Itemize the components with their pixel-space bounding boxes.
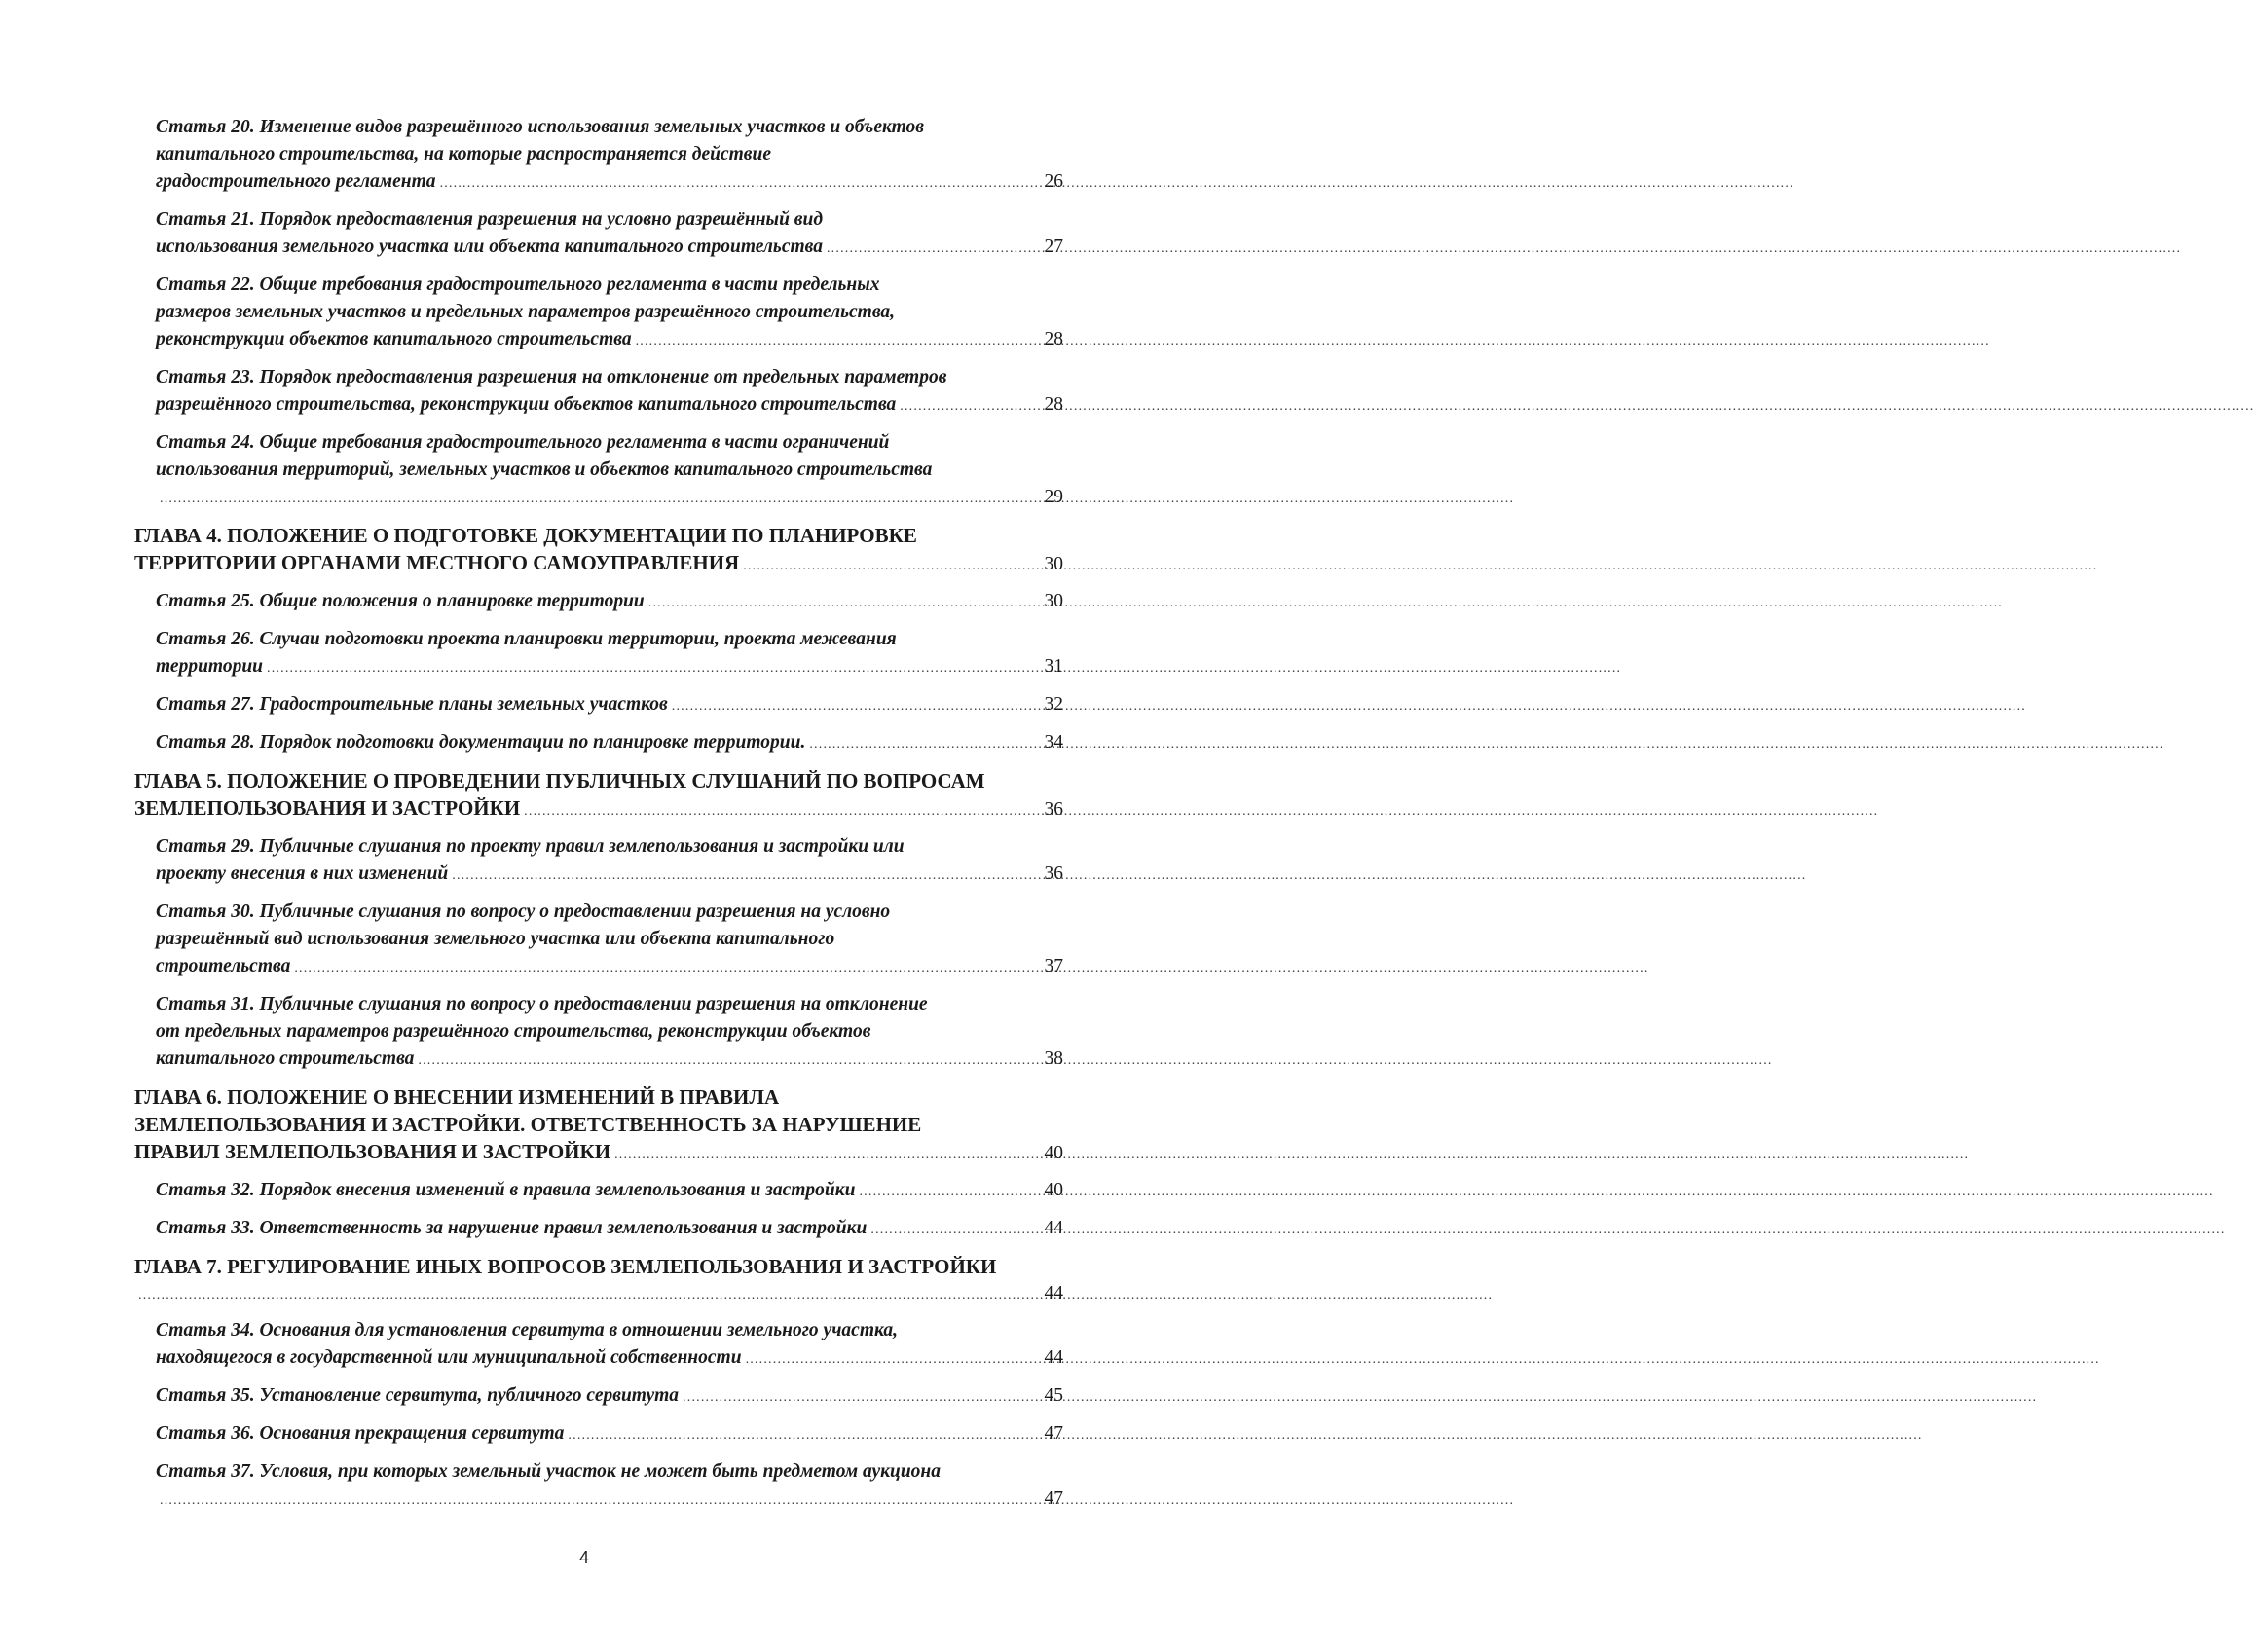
toc-entry-lines [156, 899, 1063, 953]
dot-leader [859, 1179, 1034, 1206]
toc-entry-lines [156, 626, 1063, 653]
toc-entry-title: Статья 28. Порядок подготовки документации по планировке территории. [156, 732, 806, 753]
toc-article-entry[interactable] [134, 272, 1063, 355]
dot-leader [809, 731, 1034, 758]
toc-page-number: 40 [1044, 1143, 1063, 1163]
toc-chapter-entry[interactable] [134, 1253, 1063, 1309]
toc-article-entry[interactable] [134, 429, 1063, 513]
toc-page-number: 27 [1044, 237, 1063, 257]
toc-leader-row [156, 691, 1063, 720]
toc-page-number: 32 [1044, 694, 1063, 715]
toc-page-number: 28 [1044, 329, 1063, 349]
toc-leader-row [156, 326, 1063, 355]
dot-leader [743, 553, 1034, 580]
toc-entry-title: ТЕРРИТОРИИ ОРГАНАМИ МЕСТНОГО САМОУПРАВЛЕНИЯ [134, 551, 740, 574]
toc-leader-row [156, 1420, 1063, 1450]
toc-page-number: 31 [1044, 656, 1063, 677]
toc-leader-row [134, 1280, 1063, 1309]
toc-entry-title: ПРАВИЛ ЗЕМЛЕПОЛЬЗОВАНИЯ И ЗАСТРОЙКИ [134, 1140, 611, 1163]
toc-entry-line: разрешённый вид использования земельного участка или объекта капитального [156, 929, 835, 949]
toc-entry-title: Статья 25. Общие положения о планировке территории [156, 591, 645, 611]
toc-page-number: 44 [1044, 1218, 1063, 1238]
toc-entry-title: территории [156, 656, 264, 677]
toc-page-number: 36 [1044, 799, 1063, 820]
dot-leader [746, 1346, 1034, 1374]
toc-entry-line: капитального строительства, на которые распространяется действие [156, 144, 771, 165]
dot-leader [648, 590, 1034, 617]
toc-entry-lines [156, 364, 1063, 391]
toc-entry-title: Статья 35. Установление сервитута, публичного сервитута [156, 1385, 680, 1406]
toc-entry-line: ГЛАВА 4. ПОЛОЖЕНИЕ О ПОДГОТОВКЕ ДОКУМЕНТАЦИИ ПО ПЛАНИРОВКЕ [134, 524, 917, 547]
toc-entry-line: Статья 26. Случаи подготовки проекта планировки территории, проекта межевания [156, 629, 897, 649]
toc-leader-row [156, 484, 1063, 513]
toc-leader-row [156, 1177, 1063, 1206]
dot-leader [900, 393, 1034, 421]
toc-page-number: 44 [1044, 1283, 1063, 1303]
toc-chapter-entry[interactable] [134, 767, 1063, 826]
toc-leader-row [156, 1215, 1063, 1244]
dot-leader [827, 236, 1034, 263]
toc-entry-title: строительства [156, 956, 291, 976]
toc-entry-line: Статья 21. Порядок предоставления разрешения на условно разрешённый вид [156, 209, 824, 230]
toc-leader-row [134, 549, 1063, 580]
toc-leader-row [156, 1344, 1063, 1374]
toc-entry-line: Статья 22. Общие требования градостроительного регламента в части предельных [156, 275, 880, 295]
toc-entry-lines [156, 114, 1063, 168]
dot-leader [160, 1487, 1034, 1515]
dot-leader [294, 955, 1034, 982]
toc-page-number: 34 [1044, 732, 1063, 753]
dot-leader [672, 693, 1034, 720]
toc-page-number: 47 [1044, 1488, 1063, 1509]
toc-entry-title: Статья 33. Ответственность за нарушение правил землепользования и застройки [156, 1218, 868, 1238]
dot-leader [452, 863, 1034, 890]
toc-leader-row [156, 391, 1063, 421]
toc-entry-lines [134, 767, 1063, 794]
toc-entry-lines [156, 272, 1063, 326]
toc-entry-line: ГЛАВА 5. ПОЛОЖЕНИЕ О ПРОВЕДЕНИИ ПУБЛИЧНЫХ СЛУШАНИЙ ПО ВОПРОСАМ [134, 769, 985, 792]
toc-entry-line: Статья 31. Публичные слушания по вопросу о предоставлении разрешения на отклонение [156, 994, 928, 1014]
toc-entry-line: ГЛАВА 6. ПОЛОЖЕНИЕ О ВНЕСЕНИИ ИЗМЕНЕНИЙ В ПРАВИЛА [134, 1085, 780, 1109]
toc-page-number: 44 [1044, 1347, 1063, 1368]
toc-entry-title: разрешённого строительства, реконструкции объектов капитального строительства [156, 394, 897, 415]
toc-page-number: 45 [1044, 1385, 1063, 1406]
toc-entry-lines [156, 429, 1063, 484]
toc-article-entry[interactable] [134, 1382, 1063, 1412]
toc-entry-line: Статья 29. Публичные слушания по проекту правил землепользования и застройки или [156, 836, 905, 857]
toc-chapter-entry[interactable] [134, 522, 1063, 580]
toc-entry-title: Статья 32. Порядок внесения изменений в правила землепользования и застройки [156, 1180, 856, 1200]
dot-leader [636, 328, 1034, 355]
toc-leader-row [156, 588, 1063, 617]
toc-article-entry[interactable] [134, 206, 1063, 263]
toc-leader-row [156, 1486, 1063, 1515]
toc-chapter-entry[interactable] [134, 1083, 1063, 1169]
toc-entry-lines [156, 1458, 1063, 1486]
toc-leader-row [134, 794, 1063, 826]
toc-article-entry[interactable] [134, 588, 1063, 617]
toc-article-entry[interactable] [134, 1420, 1063, 1450]
toc-entry-title: капитального строительства [156, 1048, 415, 1069]
page-number: 4 [578, 1548, 589, 1567]
toc-entry-title: находящегося в государственной или муниципальной собственности [156, 1347, 742, 1368]
dot-leader [160, 486, 1034, 513]
toc-entry-line: ГЛАВА 7. РЕГУЛИРОВАНИЕ ИНЫХ ВОПРОСОВ ЗЕМЛЕПОЛЬЗОВАНИЯ И ЗАСТРОЙКИ [134, 1255, 997, 1278]
toc-article-entry[interactable] [134, 899, 1063, 982]
toc-entry-line: Статья 20. Изменение видов разрешённого использования земельных участков и объектов [156, 117, 924, 137]
toc-entry-lines [134, 1083, 1063, 1138]
toc-page-number: 38 [1044, 1048, 1063, 1069]
dot-leader [524, 798, 1034, 826]
toc-entry-title: ЗЕМЛЕПОЛЬЗОВАНИЯ И ЗАСТРОЙКИ [134, 796, 521, 820]
toc-entry-line: Статья 34. Основания для установления сервитута в отношении земельного участка, [156, 1320, 899, 1340]
toc-entry-lines [156, 206, 1063, 234]
toc-page-number: 30 [1044, 554, 1063, 574]
toc-article-entry[interactable] [134, 1177, 1063, 1206]
dot-leader [418, 1047, 1034, 1075]
dot-leader [440, 170, 1034, 198]
toc-entry-line: размеров земельных участков и предельных параметров разрешённого строительства, [156, 302, 896, 322]
toc-entry-line: ЗЕМЛЕПОЛЬЗОВАНИЯ И ЗАСТРОЙКИ. ОТВЕТСТВЕННОСТЬ ЗА НАРУШЕНИЕ [134, 1113, 922, 1136]
dot-leader [614, 1142, 1034, 1169]
toc-article-entry[interactable] [134, 1458, 1063, 1515]
toc-leader-row [156, 861, 1063, 890]
toc-article-entry[interactable] [134, 364, 1063, 421]
toc-leader-row [156, 1382, 1063, 1412]
toc-article-entry[interactable] [134, 991, 1063, 1075]
dot-leader [683, 1384, 1034, 1412]
toc-article-entry[interactable] [134, 729, 1063, 758]
toc-entry-title: Статья 36. Основания прекращения сервитута [156, 1423, 565, 1444]
toc-leader-row [156, 234, 1063, 263]
toc-entry-title: проекту внесения в них изменений [156, 863, 449, 884]
toc-article-entry[interactable] [134, 691, 1063, 720]
toc-entry-line: Статья 24. Общие требования градостроительного регламента в части ограничений [156, 432, 890, 453]
toc-leader-row [156, 729, 1063, 758]
toc-page-number: 37 [1044, 956, 1063, 976]
toc-leader-row [156, 168, 1063, 198]
table-of-contents [134, 114, 1063, 1524]
dot-leader [568, 1422, 1034, 1450]
toc-entry-line: Статья 30. Публичные слушания по вопросу о предоставлении разрешения на условно [156, 901, 891, 922]
toc-entry-lines [134, 522, 1063, 549]
toc-page-number: 40 [1044, 1180, 1063, 1200]
toc-entry-lines [156, 833, 1063, 861]
toc-entry-title: градостроительного регламента [156, 171, 436, 192]
dot-leader [870, 1217, 1034, 1244]
toc-entry-line: Статья 37. Условия, при которых земельный участок не может быть предметом аукциона [156, 1461, 941, 1482]
toc-page-number: 26 [1044, 171, 1063, 192]
toc-entry-title: реконструкции объектов капитального строительства [156, 329, 632, 349]
toc-article-entry[interactable] [134, 114, 1063, 198]
toc-page-number: 47 [1044, 1423, 1063, 1444]
toc-leader-row [156, 1046, 1063, 1075]
toc-entry-line: Статья 23. Порядок предоставления разрешения на отклонение от предельных параметров [156, 367, 947, 387]
toc-article-entry[interactable] [134, 1215, 1063, 1244]
toc-entry-title: использования земельного участка или объекта капитального строительства [156, 237, 823, 257]
toc-entry-line: от предельных параметров разрешённого строительства, реконструкции объектов [156, 1021, 871, 1042]
toc-page-number: 28 [1044, 394, 1063, 415]
toc-article-entry[interactable] [134, 626, 1063, 682]
toc-entry-lines [156, 1317, 1063, 1344]
toc-article-entry[interactable] [134, 833, 1063, 890]
toc-leader-row [156, 653, 1063, 682]
toc-page-number: 29 [1044, 487, 1063, 507]
toc-entry-lines [156, 991, 1063, 1046]
toc-entry-line: использования территорий, земельных участков и объектов капитального строительства [156, 459, 933, 480]
toc-page-number: 30 [1044, 591, 1063, 611]
toc-article-entry[interactable] [134, 1317, 1063, 1374]
toc-page-number: 36 [1044, 863, 1063, 884]
toc-entry-lines [134, 1253, 1063, 1280]
toc-leader-row [134, 1138, 1063, 1169]
toc-leader-row [156, 953, 1063, 982]
dot-leader [138, 1282, 1034, 1309]
dot-leader [267, 655, 1034, 682]
toc-entry-title: Статья 27. Градостроительные планы земельных участков [156, 694, 668, 715]
